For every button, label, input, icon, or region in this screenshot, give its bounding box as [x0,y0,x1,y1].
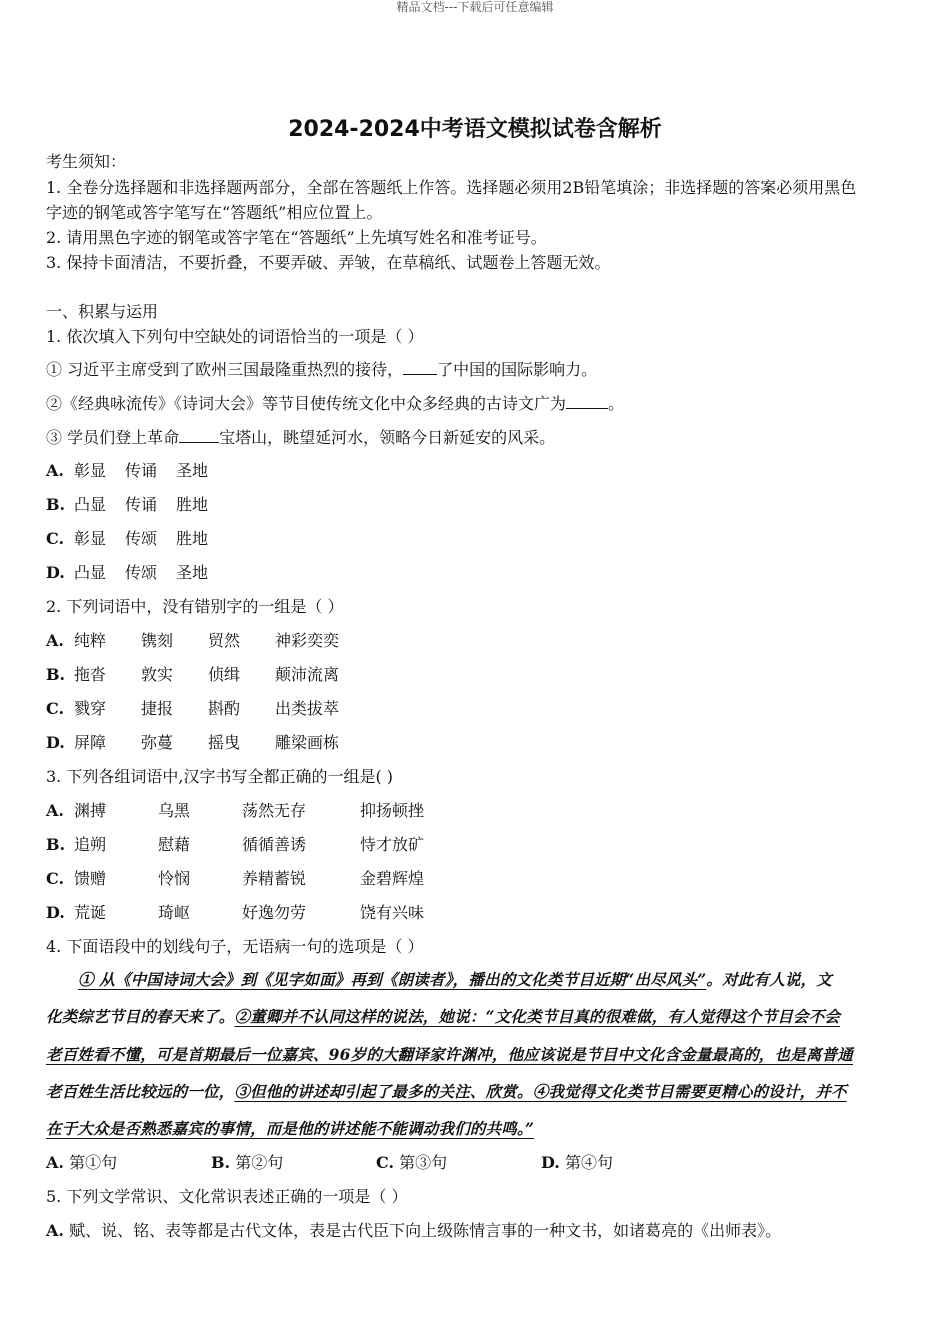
option-label: C. [376,1153,395,1172]
fill-blank [403,360,437,375]
passage-line-1 [78,970,832,990]
sentence-text: ① 习近平主席受到了欧州三国最隆重热烈的接待， [46,360,404,379]
option-word: 胜地 [176,529,209,548]
question-1-sentence-3 [46,428,555,448]
question-2-stem: 2. 下列词语中，没有错别字的一组是（ ） [46,597,344,616]
passage-line-5 [46,1119,534,1139]
option-word: 贸然 [208,631,241,650]
passage-text: 老百姓生活比较远的一位， [46,1082,235,1101]
option-word: 摇曳 [208,733,241,752]
option-c [376,1153,541,1173]
passage-text: 化类综艺节目的春天来了。 [46,1007,235,1026]
option-word: 金碧辉煌 [360,869,425,888]
option-word: 敦实 [141,665,174,684]
option-label: A. [46,1153,64,1172]
option-word: 胜地 [176,495,209,514]
option-word: 荒诞 [74,903,107,922]
underlined-sentence: 老百姓看不懂，可是首期最后一位嘉宾、96岁的大翻译家许渊冲，他应该说是节目中文化含金量最高的，也是离普通 [46,1045,853,1064]
option-word: 乌黑 [158,801,191,820]
option-label: D. [46,733,65,752]
notice-item-2: 2. 请用黑色字迹的钢笔或答字笔在“答题纸”上先填写姓名和准考证号。 [46,228,547,247]
question-5-stem: 5. 下列文学常识、文化常识表述正确的一项是（ ） [46,1187,408,1206]
option-word: 传颂 [125,529,158,548]
notice-item-3: 3. 保持卡面清洁，不要折叠，不要弄破、弄皱，在草稿纸、试题卷上答题无效。 [46,253,611,272]
question-2-option-d [46,733,339,753]
notice-item-1: 1. 全卷分选择题和非选择题两部分，全部在答题纸上作答。选择题必须用2B铅笔填涂；非选择题的答案必须用黑色 [46,178,857,197]
option-label: D. [46,563,65,582]
question-3-option-a [46,801,424,821]
option-label: B. [46,665,66,684]
option-word: 出类拔萃 [275,699,340,718]
option-word: 凸显 [74,495,107,514]
question-1-option-a [46,461,208,481]
question-1-stem: 1. 依次填入下列句中空缺处的词语恰当的一项是（ ） [46,327,424,346]
option-word: 镌刻 [141,631,174,650]
option-word: 传诵 [125,495,158,514]
question-5-option-a [46,1221,781,1241]
option-label: A. [46,631,64,650]
underlined-sentence: ②董卿并不认同这样的说法，她说：“文化类节目真的很难做，有人觉得这个节目会不会 [234,1007,841,1026]
underlined-sentence: ④我觉得文化类节目需要更精心的设计，并不 [532,1082,847,1101]
option-word: 圣地 [176,563,209,582]
question-2-option-a [46,631,339,651]
option-word: 纯粹 [74,631,107,650]
option-text: 第①句 [69,1153,118,1172]
option-word: 斟酌 [208,699,241,718]
question-3-stem: 3. 下列各组词语中,汉字书写全都正确的一组是( ) [46,767,394,786]
question-1-option-c [46,529,208,549]
option-word: 渊搏 [74,801,107,820]
underlined-sentence: ① 从《中国诗词大会》到《见字如面》再到《朗读者》，播出的文化类节目近期“出尽风头” [78,970,707,989]
option-word: 戮穿 [74,699,107,718]
option-word: 拖沓 [74,665,107,684]
option-text: 第②句 [235,1153,284,1172]
option-word: 恃才放矿 [360,835,425,854]
question-3-option-b [46,835,424,855]
option-label: A. [46,461,64,480]
option-word: 捷报 [141,699,174,718]
option-d [541,1153,613,1173]
option-label: B. [46,835,66,854]
option-word: 弥蔓 [141,733,174,752]
option-word: 慰藉 [158,835,191,854]
option-label: B. [211,1153,231,1172]
question-1-sentence-2 [46,394,624,414]
question-1-sentence-1 [46,360,597,380]
option-word: 屏障 [74,733,107,752]
option-label: C. [46,869,65,888]
option-word: 循循善诱 [242,835,307,854]
question-1-option-d [46,563,208,583]
option-word: 彰显 [74,461,107,480]
sentence-text: 了中国的国际影响力。 [437,360,598,379]
sentence-text: ②《经典咏流传》《诗词大会》等节目使传统文化中众多经典的古诗文广为 [46,394,567,413]
option-label: D. [46,903,65,922]
option-word: 琦岖 [158,903,191,922]
option-text: 赋、说、铭、表等都是古代文体，表是古代臣下向上级陈情言事的一种文书，如诸葛亮的《出师表》。 [69,1221,782,1240]
option-word: 饶有兴味 [360,903,425,922]
underlined-sentence: ③但他的讲述却引起了最多的关注、欣赏。 [234,1082,533,1101]
sentence-text: ③ 学员们登上革命 [46,428,180,447]
passage-line-3 [46,1045,853,1065]
question-2-option-b [46,665,339,685]
option-label: C. [46,529,65,548]
option-label: B. [46,495,66,514]
page-title: 2024-2024中考语文模拟试卷含解析 [288,117,662,142]
option-word: 传诵 [125,461,158,480]
question-4-options [46,1153,613,1173]
option-label: A. [46,1221,64,1240]
question-3-option-d [46,903,424,923]
question-2-option-c [46,699,339,719]
option-word: 雕梁画栋 [275,733,340,752]
option-word: 馈赠 [74,869,107,888]
fill-blank [179,428,219,443]
option-word: 传颂 [125,563,158,582]
option-word: 颠沛流离 [275,665,340,684]
question-3-option-c [46,869,424,889]
passage-line-4 [46,1082,847,1102]
option-word: 凸显 [74,563,107,582]
question-4-stem: 4. 下面语段中的划线句子，无语病一句的选项是（ ） [46,937,424,956]
option-text: 第③句 [399,1153,448,1172]
option-word: 养精蓄锐 [242,869,307,888]
passage-line-2 [46,1007,840,1027]
sentence-text: 。 [608,394,625,413]
notice-item-1-cont: 字迹的钢笔或答字笔写在“答题纸”相应位置上。 [46,203,383,222]
header-watermark: 精品文档---下载后可任意编辑 [396,0,554,14]
option-word: 侦缉 [208,665,241,684]
option-word: 圣地 [176,461,209,480]
question-1-option-b [46,495,208,515]
option-a [46,1153,211,1173]
option-word: 怜悯 [158,869,191,888]
option-label: C. [46,699,65,718]
sentence-text: 宝塔山，眺望延河水，领略今日新延安的风采。 [219,428,556,447]
option-word: 彰显 [74,529,107,548]
option-b [211,1153,376,1173]
option-word: 荡然无存 [242,801,307,820]
fill-blank [566,394,608,409]
option-label: A. [46,801,64,820]
option-word: 抑扬顿挫 [360,801,425,820]
underlined-sentence: 在于大众是否熟悉嘉宾的事情，而是他的讲述能不能调动我们的共鸣。” [46,1119,535,1138]
option-text: 第④句 [564,1153,613,1172]
notice-heading: 考生须知： [46,152,127,171]
option-word: 好逸勿劳 [242,903,307,922]
passage-text: 。对此有人说，文 [706,970,832,989]
section-heading: 一、积累与运用 [46,302,159,321]
option-word: 追朔 [74,835,107,854]
option-label: D. [541,1153,560,1172]
option-word: 神彩奕奕 [275,631,340,650]
